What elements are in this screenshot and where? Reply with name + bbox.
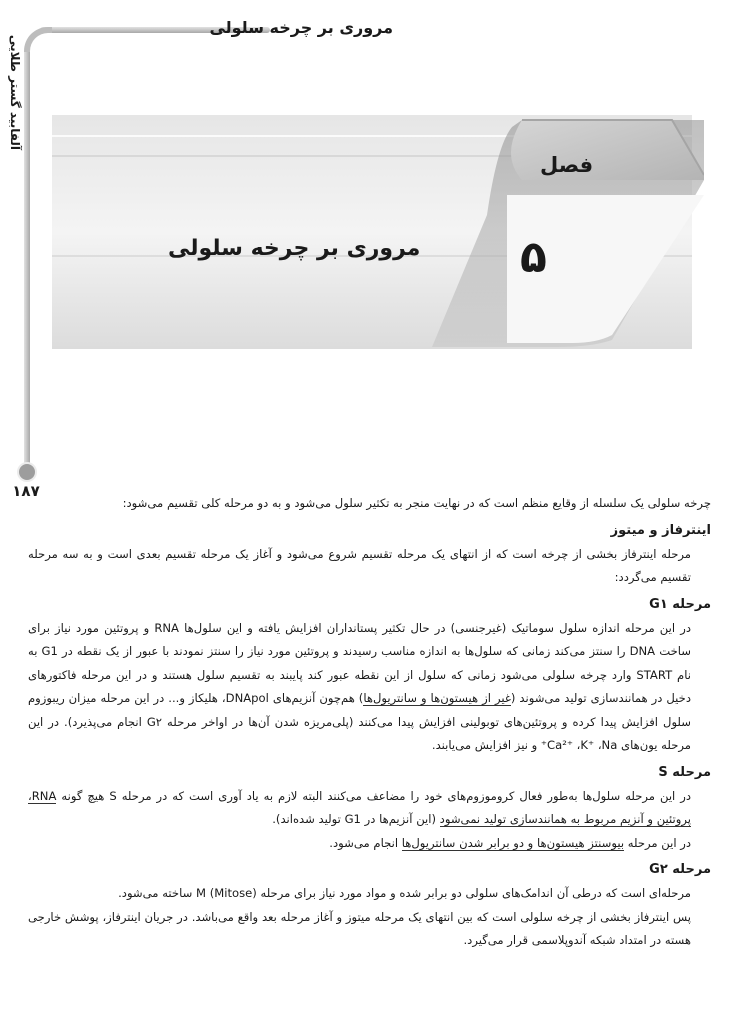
- g1-text-part: ) هم‌چون آنزیم‌های DNApol، هلیکاز و... در این مرحله میزان ریبوزوم سلول افزایش پیدا کرده و پروتئین‌های توبولینی افزایش پیدا می‌کنند (پلی‌مریزه شدن آن‌ها در اواخر مرحله G۲ انجام می‌پذیرد). در این مرحله یون‌های Ca²⁺ ،K⁺ ،Na⁺ و نیز افزایش می‌یابند.: [28, 691, 691, 752]
- s-text-part: در این مرحله: [624, 835, 691, 850]
- s-underlined-text: بیوسنتز هیستون‌ها و دو برابر شدن سانتریول‌ها: [401, 835, 625, 850]
- running-title: مروری بر چرخه سلولی: [209, 18, 393, 37]
- chapter-banner: [52, 85, 704, 350]
- s-text-part: (این آنزیم‌ها در G1 تولید شده‌اند).: [272, 812, 440, 826]
- s-paragraph: [28, 785, 711, 832]
- s-text-part: انجام می‌شود.: [329, 835, 402, 850]
- page-number: ۱۸۷: [12, 482, 40, 500]
- side-label: آلفابید گستر طلایی: [8, 34, 22, 150]
- frame-dot: [17, 462, 37, 482]
- s-text-part: در این مرحله سلول‌ها به‌طور فعال کروموزوم‌های خود را مضاعف می‌کنند البته لازم به یاد آوری است که در مرحله S هیچ گونه: [56, 788, 691, 803]
- interphase-heading: اینترفاز و میتوز: [610, 522, 711, 538]
- g2-paragraph: مرحله‌ای است که درطی آن اندامک‌های سلولی دو برابر شده و مواد مورد نیاز برای مرحله M (Mitose) ساخته می‌شود.: [118, 886, 691, 900]
- banner-shape: [52, 85, 704, 350]
- s-heading: مرحله S: [658, 764, 711, 780]
- page-content: [28, 492, 711, 953]
- chapter-number: ۵: [520, 232, 547, 283]
- g1-heading: مرحله G۱: [649, 596, 711, 612]
- frame-corner: [24, 27, 52, 55]
- chapter-word: فصل: [540, 153, 594, 177]
- interphase-paragraph: مرحله اینترفاز بخشی از چرخه است که از انتهای یک مرحله تقسیم شروع می‌شود و آغاز یک مرحله تقسیم بعدی است و به سه مرحله تقسیم می‌گردد:: [28, 546, 691, 584]
- s-paragraph-2: [28, 832, 711, 856]
- g1-text-part: در این مرحله اندازه سلول سوماتیک (غیرجنسی) در حال تکثیر پستانداران افزایش یافته و این سلول‌ها RNA و پروتئین مورد نیاز برای ساخت DNA را سنتز می‌کند زمانی که سلول‌ها به اندازه مناسب رسیدند و پروتئین مورد نیاز را سنتز نمودند با عبور از یک نقطه در G1 به نام START وارد چرخه سلولی می‌شود زمانی که سلول از این نقطه عبور کند پایبند به تقسیم سلول هستند و در این مرحله فاکتورهای دخیل در همانندسازی تولید می‌شوند (: [28, 620, 692, 705]
- g1-underlined-text: غیر از هیستون‌ها و سانتریول‌ها: [363, 691, 511, 705]
- s-underlined-text: RNA، پروتئین و آنزیم مربوط به همانندسازی تولید نمی‌شود: [28, 788, 691, 826]
- frame-left-bar: [24, 52, 30, 470]
- chapter-title: مروری بر چرخه سلولی: [168, 236, 421, 261]
- g1-paragraph: [28, 617, 711, 758]
- intro-paragraph: چرخه سلولی یک سلسله از وقایع منظم است که در نهایت منجر به تکثیر سلول می‌شود و به دو مرحله کلی تقسیم می‌شود:: [122, 496, 711, 510]
- g2-paragraph-2: پس اینترفاز بخشی از چرخه سلولی است که بین انتهای یک مرحله میتوز و آغاز مرحله بعد واقع می‌باشد. در جریان اینترفاز، پوشش خارجی هسته در امتداد شبکه آندوپلاسمی قرار می‌گیرد.: [28, 909, 691, 947]
- g2-heading: مرحله G۲: [649, 862, 711, 877]
